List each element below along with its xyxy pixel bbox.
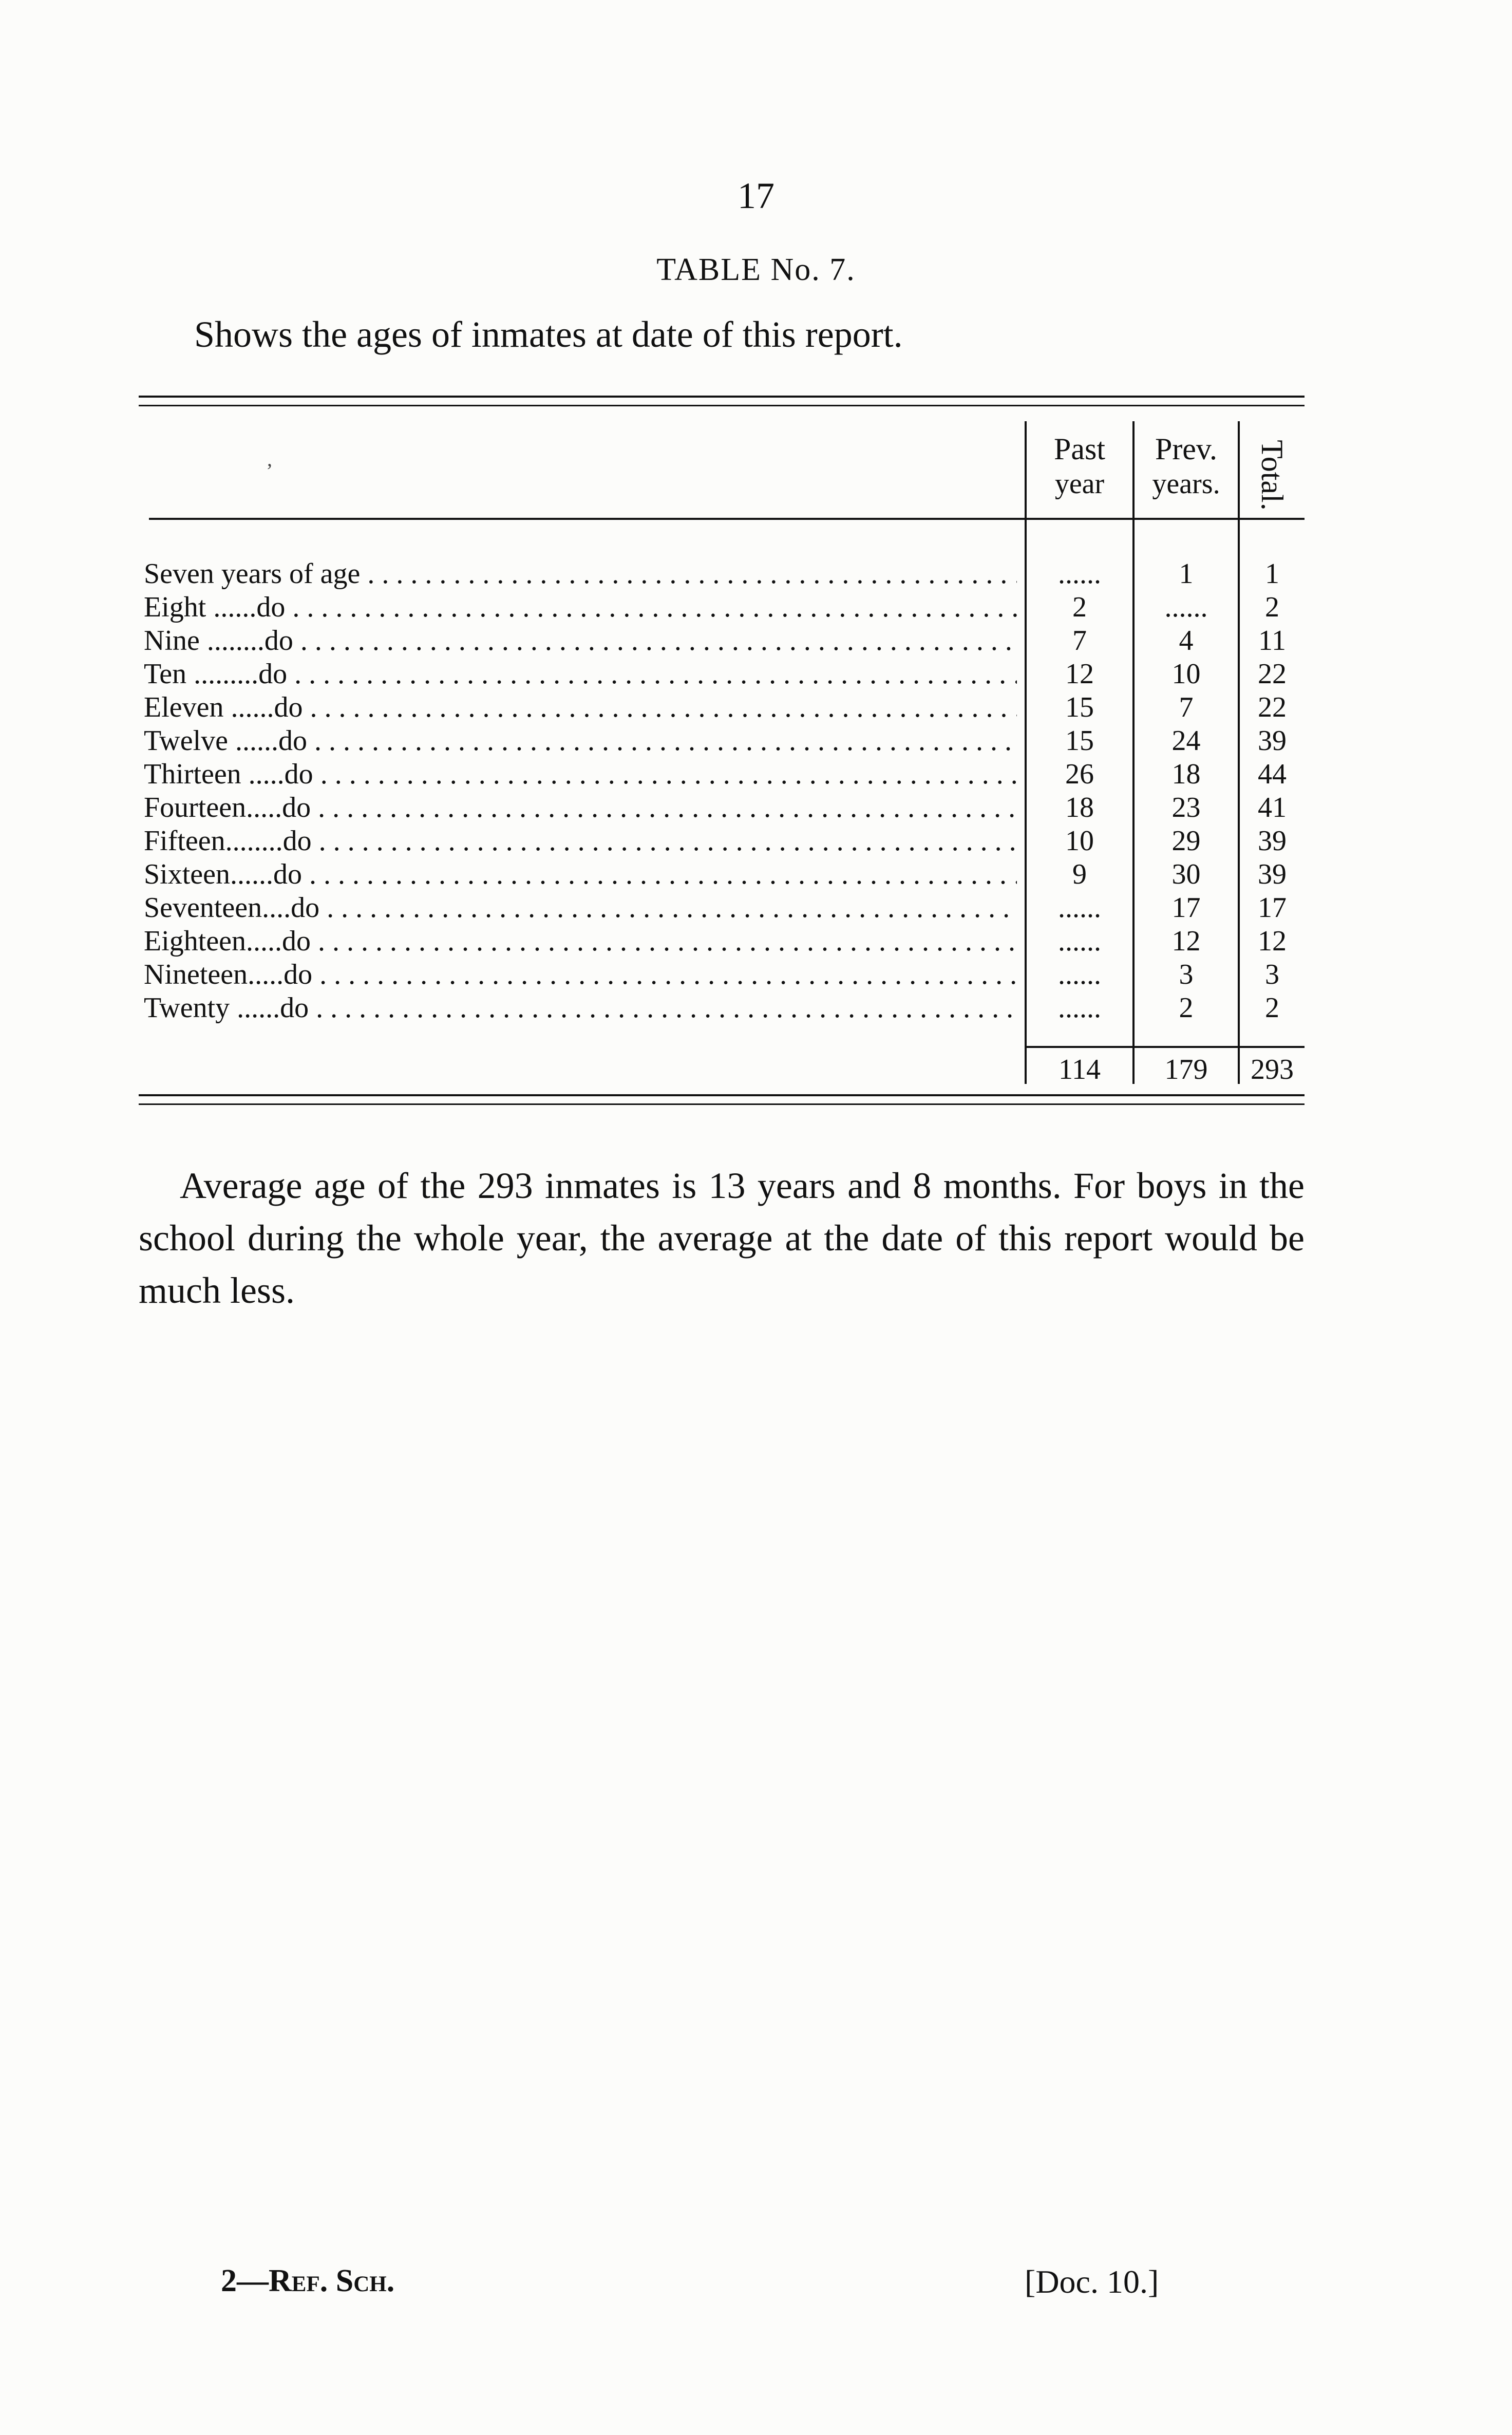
table-top-rule bbox=[139, 396, 1305, 406]
table-bottom-rule bbox=[139, 1094, 1305, 1105]
cell-past-year: 18 bbox=[1065, 792, 1094, 823]
cell-past-year: 7 bbox=[1072, 625, 1087, 657]
cell-past-year: 9 bbox=[1072, 858, 1087, 890]
total-past-year: 114 bbox=[1059, 1054, 1101, 1085]
row-label: Eleven ......do . . . bbox=[144, 691, 1017, 724]
column-header-prev-years: Prev. years. bbox=[1152, 432, 1220, 500]
totals-rule bbox=[1025, 1046, 1305, 1048]
row-label: Seventeen....do . . . bbox=[144, 891, 1017, 924]
table-row bbox=[144, 557, 1305, 590]
cell-total: 3 bbox=[1265, 959, 1279, 990]
table-row bbox=[144, 591, 1305, 624]
cell-past-year: ...... bbox=[1058, 892, 1101, 924]
cell-total: 2 bbox=[1265, 591, 1279, 623]
cell-prev-years: ...... bbox=[1164, 591, 1208, 623]
cell-prev-years: 24 bbox=[1171, 725, 1201, 757]
note-text: Average age of the 293 inmates is 13 years and 8 months. For boys in the school during the whole year, the average at the date of this report would be much less. bbox=[139, 1165, 1305, 1311]
table-row bbox=[144, 791, 1305, 824]
row-label: Sixteen......do . . . bbox=[144, 858, 1017, 891]
cell-prev-years: 18 bbox=[1171, 758, 1201, 790]
row-label: Seven years of age . . . bbox=[144, 557, 1017, 590]
row-label: Eighteen.....do . . . bbox=[144, 925, 1017, 958]
total-grand: 293 bbox=[1251, 1054, 1294, 1085]
table-row bbox=[144, 724, 1305, 757]
footer-abbrev: Ref. Sch. bbox=[269, 2263, 395, 2298]
table-row bbox=[144, 858, 1305, 891]
column-header-past-year: Past year bbox=[1053, 432, 1106, 500]
cell-total: 11 bbox=[1258, 625, 1286, 657]
row-label: Fourteen.....do . . . bbox=[144, 791, 1017, 824]
row-label: Nineteen.....do . . . bbox=[144, 958, 1017, 991]
row-label: Eight ......do . . . bbox=[144, 591, 1017, 624]
cell-total: 17 bbox=[1258, 892, 1287, 924]
cell-prev-years: 29 bbox=[1171, 825, 1201, 857]
cell-prev-years: 12 bbox=[1171, 925, 1201, 957]
table-row bbox=[144, 825, 1305, 857]
cell-past-year: ...... bbox=[1058, 992, 1101, 1024]
cell-total: 22 bbox=[1258, 658, 1287, 690]
table-row bbox=[144, 925, 1305, 958]
cell-prev-years: 4 bbox=[1179, 625, 1194, 657]
cell-total: 12 bbox=[1258, 925, 1287, 957]
table-row bbox=[144, 958, 1305, 991]
footer-prefix: 2— bbox=[221, 2263, 269, 2298]
cell-past-year: 15 bbox=[1065, 691, 1094, 723]
header-rule-left bbox=[149, 518, 1025, 520]
table-row bbox=[144, 758, 1305, 791]
cell-past-year: ...... bbox=[1058, 959, 1101, 990]
row-label: Nine ........do . . . bbox=[144, 624, 1017, 657]
table-row bbox=[144, 991, 1305, 1024]
table-title: TABLE No. 7. bbox=[656, 252, 856, 287]
cell-past-year: 15 bbox=[1065, 725, 1094, 757]
cell-prev-years: 3 bbox=[1179, 959, 1194, 990]
cell-past-year: ...... bbox=[1058, 925, 1101, 957]
table-row bbox=[144, 891, 1305, 924]
cell-total: 39 bbox=[1258, 858, 1287, 890]
cell-total: 44 bbox=[1258, 758, 1287, 790]
row-label: Twenty ......do . . . bbox=[144, 991, 1017, 1024]
cell-total: 1 bbox=[1265, 558, 1279, 590]
average-age-note bbox=[139, 1159, 1305, 1317]
cell-past-year: 2 bbox=[1072, 591, 1087, 623]
row-label: Ten .........do . . . bbox=[144, 658, 1017, 690]
cell-total: 41 bbox=[1258, 792, 1287, 823]
cell-prev-years: 7 bbox=[1179, 691, 1194, 723]
cell-total: 2 bbox=[1265, 992, 1279, 1024]
cell-prev-years: 2 bbox=[1179, 992, 1194, 1024]
row-label: Fifteen........do . . . bbox=[144, 825, 1017, 857]
cell-past-year: ...... bbox=[1058, 558, 1101, 590]
page-number: 17 bbox=[738, 175, 774, 216]
cell-past-year: 10 bbox=[1065, 825, 1094, 857]
cell-prev-years: 23 bbox=[1171, 792, 1201, 823]
cell-past-year: 12 bbox=[1065, 658, 1094, 690]
row-label: Thirteen .....do . . . bbox=[144, 758, 1017, 791]
table-caption: Shows the ages of inmates at date of this report. bbox=[194, 314, 903, 355]
cell-prev-years: 1 bbox=[1179, 558, 1194, 590]
cell-prev-years: 10 bbox=[1171, 658, 1201, 690]
cell-total: 39 bbox=[1258, 825, 1287, 857]
table-row bbox=[144, 691, 1305, 724]
cell-total: 22 bbox=[1258, 691, 1287, 723]
footer-signature-mark bbox=[221, 2263, 394, 2299]
cell-total: 39 bbox=[1258, 725, 1287, 757]
row-label: Twelve ......do . . . bbox=[144, 724, 1017, 757]
cell-prev-years: 30 bbox=[1171, 858, 1201, 890]
table-row bbox=[144, 624, 1305, 657]
total-prev-years: 179 bbox=[1164, 1054, 1208, 1085]
column-header-total: Total. bbox=[1255, 440, 1289, 511]
cell-prev-years: 17 bbox=[1171, 892, 1201, 924]
stray-mark: , bbox=[267, 447, 272, 471]
footer-doc-number: [Doc. 10.] bbox=[1025, 2263, 1159, 2300]
table-row bbox=[144, 658, 1305, 690]
cell-past-year: 26 bbox=[1065, 758, 1094, 790]
